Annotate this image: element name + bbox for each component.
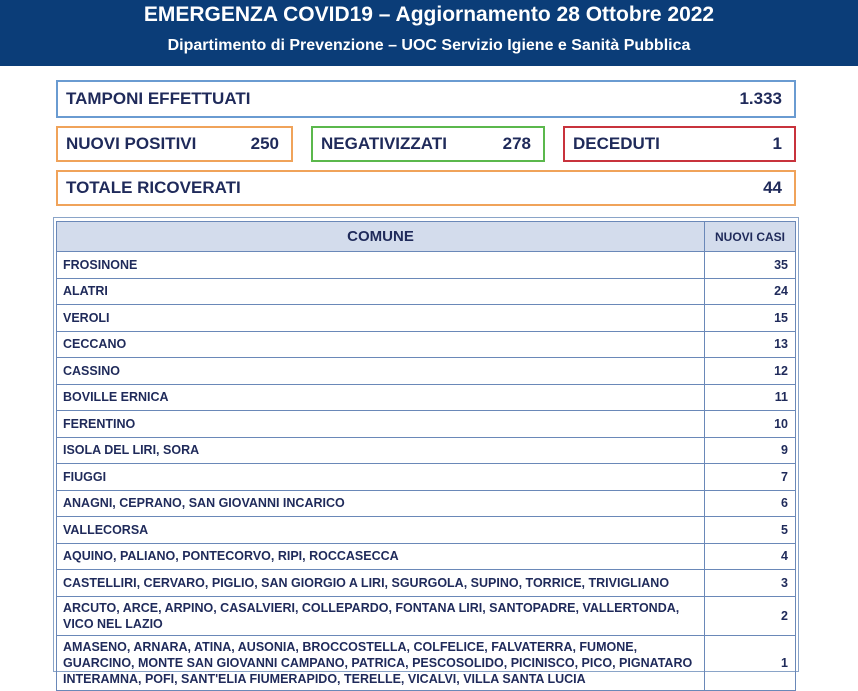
table-row	[57, 543, 796, 570]
positivi-label: NUOVI POSITIVI	[66, 134, 197, 153]
row-comune: AQUINO, PALIANO, PONTECORVO, RIPI, ROCCASECCA	[57, 543, 705, 570]
row-comune: CECCANO	[57, 331, 705, 358]
negativizzati-box	[311, 126, 545, 162]
row-casi: 3	[705, 570, 796, 597]
row-casi: 4	[705, 543, 796, 570]
row-casi: 1	[705, 635, 796, 690]
row-casi: 2	[705, 596, 796, 635]
table-row	[57, 635, 796, 690]
row-casi: 13	[705, 331, 796, 358]
row-comune: VEROLI	[57, 305, 705, 332]
row-casi: 15	[705, 305, 796, 332]
header-comune: COMUNE	[57, 222, 705, 252]
row-comune: ANAGNI, CEPRANO, SAN GIOVANNI INCARICO	[57, 490, 705, 517]
page-header	[0, 0, 858, 66]
tamponi-value: 1.333	[739, 89, 782, 108]
positivi-box	[56, 126, 293, 162]
row-casi: 24	[705, 278, 796, 305]
tamponi-label: TAMPONI EFFETTUATI	[66, 89, 251, 108]
row-casi: 35	[705, 252, 796, 279]
cases-table	[56, 221, 796, 691]
row-comune: CASSINO	[57, 358, 705, 385]
deceduti-box	[563, 126, 796, 162]
row-comune: ALATRI	[57, 278, 705, 305]
row-comune: AMASENO, ARNARA, ATINA, AUSONIA, BROCCOSTELLA, COLFELICE, FALVATERRA, FUMONE, GUARCINO, MONTE SAN GIOVANNI CAMPANO, PATRICA, PESCOSOLIDO, PICINISCO, PICO, PIGNATARO INTERAMNA, POFI, SANT'ELIA FIUMERAPIDO, TERELLE, VICALVI, VILLA SANTA LUCIA	[57, 635, 705, 690]
row-casi: 12	[705, 358, 796, 385]
page-title: EMERGENZA COVID19 – Aggiornamento 28 Ottobre 2022	[143, 3, 715, 26]
table-row	[57, 437, 796, 464]
ricoverati-label: TOTALE RICOVERATI	[66, 178, 241, 197]
row-comune: VALLECORSA	[57, 517, 705, 544]
row-casi: 10	[705, 411, 796, 438]
row-comune: CASTELLIRI, CERVARO, PIGLIO, SAN GIORGIO A LIRI, SGURGOLA, SUPINO, TORRICE, TRIVIGLIANO	[57, 570, 705, 597]
row-casi: 7	[705, 464, 796, 491]
row-casi: 6	[705, 490, 796, 517]
positivi-value: 250	[250, 134, 279, 153]
page-subtitle: Dipartimento di Prevenzione – UOC Servizio Igiene e Sanità Pubblica	[167, 37, 691, 54]
negativizzati-value: 278	[502, 134, 531, 153]
row-casi: 5	[705, 517, 796, 544]
table-row	[57, 464, 796, 491]
row-comune: FROSINONE	[57, 252, 705, 279]
row-comune: ISOLA DEL LIRI, SORA	[57, 437, 705, 464]
ricoverati-box	[56, 170, 796, 206]
table-row	[57, 384, 796, 411]
table-row	[57, 358, 796, 385]
deceduti-value: 1	[772, 134, 782, 153]
ricoverati-value: 44	[763, 178, 782, 197]
table-row	[57, 517, 796, 544]
row-casi: 11	[705, 384, 796, 411]
row-comune: BOVILLE ERNICA	[57, 384, 705, 411]
header-nuovi-casi: NUOVI CASI	[705, 222, 796, 252]
row-comune: FIUGGI	[57, 464, 705, 491]
table-row	[57, 596, 796, 635]
table-row	[57, 411, 796, 438]
tamponi-box	[56, 80, 796, 118]
row-comune: FERENTINO	[57, 411, 705, 438]
negativizzati-label: NEGATIVIZZATI	[321, 134, 447, 153]
table-row	[57, 490, 796, 517]
deceduti-label: DECEDUTI	[573, 134, 660, 153]
row-comune: ARCUTO, ARCE, ARPINO, CASALVIERI, COLLEPARDO, FONTANA LIRI, SANTOPADRE, VALLERTONDA, VICO NEL LAZIO	[57, 596, 705, 635]
row-casi: 9	[705, 437, 796, 464]
table-row	[57, 331, 796, 358]
table-row	[57, 278, 796, 305]
table-row	[57, 305, 796, 332]
table-row	[57, 570, 796, 597]
table-row	[57, 252, 796, 279]
